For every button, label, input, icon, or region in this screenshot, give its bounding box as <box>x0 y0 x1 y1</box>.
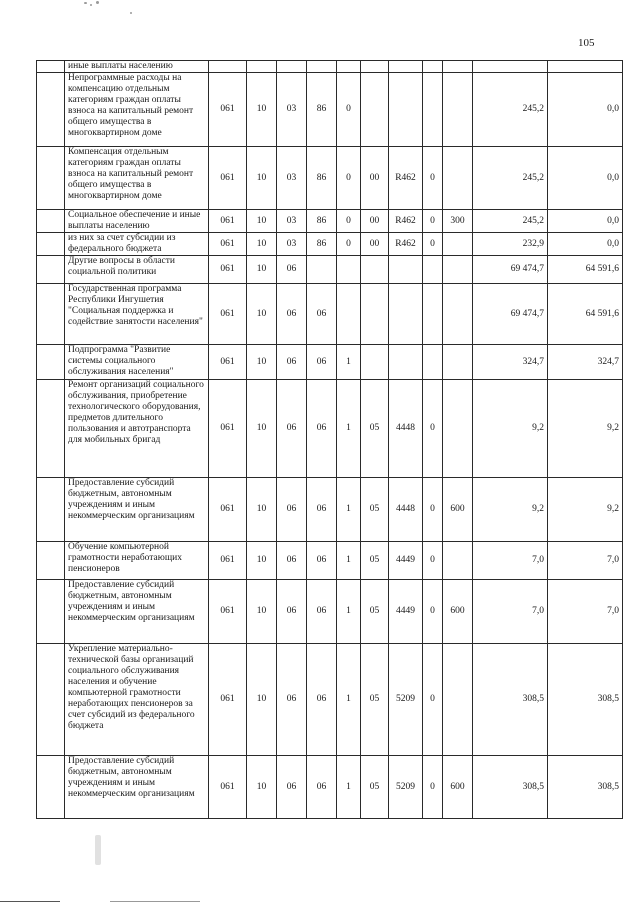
code-cell-c4: 06 <box>307 284 337 345</box>
code-cell-c9 <box>443 284 473 345</box>
amount-cell-v2: 324,7 <box>548 345 623 380</box>
code-cell-c2: 10 <box>247 233 277 256</box>
code-cell-c1: 061 <box>209 756 247 819</box>
code-cell-c1: 061 <box>209 233 247 256</box>
code-cell-c9: 600 <box>443 478 473 542</box>
code-cell-c3: 06 <box>277 756 307 819</box>
row-margin-cell <box>37 73 65 147</box>
code-cell-c2: 10 <box>247 756 277 819</box>
code-cell-c8: 0 <box>423 233 443 256</box>
row-margin-cell <box>37 380 65 478</box>
code-cell-c7 <box>389 284 423 345</box>
code-cell-c4 <box>307 256 337 284</box>
code-cell-c7: R462 <box>389 210 423 233</box>
amount-cell-v1: 7,0 <box>473 580 548 644</box>
row-name: Предоставление субсидий бюджетным, автономным учреждениям и иным некоммерческим организациям <box>65 756 209 819</box>
code-cell-c3: 06 <box>277 644 307 756</box>
code-cell-c3: 03 <box>277 210 307 233</box>
amount-cell-v2: 0,0 <box>548 147 623 210</box>
code-cell-c1: 061 <box>209 256 247 284</box>
table-row <box>37 756 623 819</box>
amount-cell-v2: 9,2 <box>548 478 623 542</box>
code-cell-c3: 06 <box>277 345 307 380</box>
code-cell-c2: 10 <box>247 644 277 756</box>
amount-cell-v1: 69 474,7 <box>473 256 548 284</box>
row-name: из них за счет субсидии из федерального бюджета <box>65 233 209 256</box>
row-margin-cell <box>37 147 65 210</box>
code-cell-c1 <box>209 61 247 73</box>
amount-cell-v2: 308,5 <box>548 644 623 756</box>
row-name: Компенсация отдельным категориям граждан оплаты взноса на капитальный ремонт общего имущества в многоквартирном доме <box>65 147 209 210</box>
code-cell-c8: 0 <box>423 756 443 819</box>
amount-cell-v1 <box>473 61 548 73</box>
table-row <box>37 210 623 233</box>
amount-cell-v2: 7,0 <box>548 542 623 580</box>
code-cell-c1: 061 <box>209 73 247 147</box>
row-margin-cell <box>37 644 65 756</box>
code-cell-c3: 03 <box>277 233 307 256</box>
table-row <box>37 284 623 345</box>
code-cell-c5: 1 <box>337 380 361 478</box>
table-row <box>37 233 623 256</box>
code-cell-c9 <box>443 233 473 256</box>
code-cell-c1: 061 <box>209 345 247 380</box>
page-edge-mark <box>110 901 200 902</box>
code-cell-c6: 00 <box>361 233 389 256</box>
row-name: Социальное обеспечение и иные выплаты населению <box>65 210 209 233</box>
code-cell-c1: 061 <box>209 580 247 644</box>
code-cell-c5 <box>337 284 361 345</box>
code-cell-c4: 06 <box>307 580 337 644</box>
amount-cell-v1: 324,7 <box>473 345 548 380</box>
code-cell-c3: 06 <box>277 284 307 345</box>
code-cell-c5: 1 <box>337 478 361 542</box>
row-margin-cell <box>37 756 65 819</box>
code-cell-c5: 1 <box>337 542 361 580</box>
code-cell-c6 <box>361 73 389 147</box>
code-cell-c4: 86 <box>307 147 337 210</box>
code-cell-c8 <box>423 256 443 284</box>
code-cell-c5: 1 <box>337 644 361 756</box>
code-cell-c5: 1 <box>337 756 361 819</box>
code-cell-c4: 06 <box>307 380 337 478</box>
code-cell-c4: 06 <box>307 478 337 542</box>
code-cell-c9: 300 <box>443 210 473 233</box>
code-cell-c7: 4449 <box>389 542 423 580</box>
code-cell-c5: 1 <box>337 580 361 644</box>
budget-table <box>36 60 623 819</box>
table-body <box>37 61 623 819</box>
amount-cell-v2: 0,0 <box>548 233 623 256</box>
code-cell-c9 <box>443 542 473 580</box>
code-cell-c9 <box>443 256 473 284</box>
amount-cell-v2: 64 591,6 <box>548 256 623 284</box>
amount-cell-v1: 9,2 <box>473 380 548 478</box>
row-margin-cell <box>37 580 65 644</box>
code-cell-c6: 05 <box>361 542 389 580</box>
code-cell-c2: 10 <box>247 256 277 284</box>
code-cell-c6 <box>361 256 389 284</box>
code-cell-c9 <box>443 644 473 756</box>
code-cell-c9 <box>443 61 473 73</box>
code-cell-c9: 600 <box>443 756 473 819</box>
code-cell-c4: 06 <box>307 345 337 380</box>
amount-cell-v1: 245,2 <box>473 147 548 210</box>
code-cell-c4: 06 <box>307 542 337 580</box>
amount-cell-v1: 308,5 <box>473 756 548 819</box>
code-cell-c7: R462 <box>389 233 423 256</box>
code-cell-c3: 03 <box>277 73 307 147</box>
row-name: Обучение компьютерной грамотности неработающих пенсионеров <box>65 542 209 580</box>
row-name: Непрограммные расходы на компенсацию отдельным категориям граждан оплаты взноса на капитальный ремонт общего имущества в многоквартирном доме <box>65 73 209 147</box>
code-cell-c6: 05 <box>361 478 389 542</box>
code-cell-c2: 10 <box>247 380 277 478</box>
code-cell-c7: 5209 <box>389 756 423 819</box>
code-cell-c8: 0 <box>423 542 443 580</box>
row-margin-cell <box>37 284 65 345</box>
code-cell-c4: 06 <box>307 644 337 756</box>
code-cell-c2: 10 <box>247 210 277 233</box>
code-cell-c6: 00 <box>361 210 389 233</box>
amount-cell-v1: 9,2 <box>473 478 548 542</box>
amount-cell-v2 <box>548 61 623 73</box>
row-name: Подпрограмма "Развитие системы социального обслуживания населения" <box>65 345 209 380</box>
code-cell-c7: 5209 <box>389 644 423 756</box>
code-cell-c2: 10 <box>247 73 277 147</box>
amount-cell-v1: 308,5 <box>473 644 548 756</box>
code-cell-c7: 4449 <box>389 580 423 644</box>
code-cell-c6 <box>361 284 389 345</box>
code-cell-c2: 10 <box>247 345 277 380</box>
code-cell-c1: 061 <box>209 284 247 345</box>
code-cell-c1: 061 <box>209 380 247 478</box>
row-name: Предоставление субсидий бюджетным, автономным учреждениям и иным некоммерческим организациям <box>65 478 209 542</box>
code-cell-c8: 0 <box>423 580 443 644</box>
code-cell-c3: 06 <box>277 580 307 644</box>
code-cell-c8 <box>423 73 443 147</box>
row-margin-cell <box>37 210 65 233</box>
code-cell-c3 <box>277 61 307 73</box>
code-cell-c6: 00 <box>361 147 389 210</box>
row-margin-cell <box>37 542 65 580</box>
amount-cell-v1: 232,9 <box>473 233 548 256</box>
code-cell-c9 <box>443 147 473 210</box>
table-row <box>37 380 623 478</box>
code-cell-c8 <box>423 284 443 345</box>
amount-cell-v2: 64 591,6 <box>548 284 623 345</box>
code-cell-c1: 061 <box>209 147 247 210</box>
page-edge-mark <box>0 901 60 902</box>
scan-specks <box>70 0 110 12</box>
code-cell-c1: 061 <box>209 210 247 233</box>
code-cell-c6: 05 <box>361 644 389 756</box>
code-cell-c2: 10 <box>247 147 277 210</box>
code-cell-c7: 4448 <box>389 478 423 542</box>
code-cell-c6 <box>361 345 389 380</box>
code-cell-c4: 86 <box>307 233 337 256</box>
code-cell-c7 <box>389 73 423 147</box>
code-cell-c5: 1 <box>337 345 361 380</box>
row-name: иные выплаты населению <box>65 61 209 73</box>
table-row <box>37 73 623 147</box>
code-cell-c9 <box>443 73 473 147</box>
table-row <box>37 61 623 73</box>
code-cell-c1: 061 <box>209 644 247 756</box>
code-cell-c5: 0 <box>337 233 361 256</box>
amount-cell-v2: 0,0 <box>548 210 623 233</box>
code-cell-c1: 061 <box>209 542 247 580</box>
table-row <box>37 542 623 580</box>
scan-mark <box>95 835 101 865</box>
code-cell-c5: 0 <box>337 73 361 147</box>
code-cell-c2: 10 <box>247 542 277 580</box>
code-cell-c3: 06 <box>277 478 307 542</box>
amount-cell-v2: 0,0 <box>548 73 623 147</box>
code-cell-c4 <box>307 61 337 73</box>
code-cell-c8: 0 <box>423 644 443 756</box>
code-cell-c9 <box>443 380 473 478</box>
code-cell-c8: 0 <box>423 380 443 478</box>
row-name: Ремонт организаций социального обслуживания, приобретение технологического оборудования, предметов длительного пользования и автотранспорта для мобильных бригад <box>65 380 209 478</box>
code-cell-c2: 10 <box>247 284 277 345</box>
code-cell-c5 <box>337 256 361 284</box>
page-number: 105 <box>578 37 595 49</box>
code-cell-c3: 06 <box>277 380 307 478</box>
code-cell-c3: 06 <box>277 542 307 580</box>
code-cell-c3: 03 <box>277 147 307 210</box>
code-cell-c9 <box>443 345 473 380</box>
row-margin-cell <box>37 478 65 542</box>
table-row <box>37 478 623 542</box>
code-cell-c4: 86 <box>307 73 337 147</box>
code-cell-c5 <box>337 61 361 73</box>
code-cell-c2 <box>247 61 277 73</box>
code-cell-c9: 600 <box>443 580 473 644</box>
table-row <box>37 345 623 380</box>
code-cell-c6: 05 <box>361 756 389 819</box>
code-cell-c3: 06 <box>277 256 307 284</box>
code-cell-c2: 10 <box>247 478 277 542</box>
table-row <box>37 580 623 644</box>
code-cell-c8 <box>423 61 443 73</box>
code-cell-c5: 0 <box>337 147 361 210</box>
amount-cell-v1: 7,0 <box>473 542 548 580</box>
code-cell-c5: 0 <box>337 210 361 233</box>
row-margin-cell <box>37 61 65 73</box>
code-cell-c8: 0 <box>423 147 443 210</box>
row-name: Государственная программа Республики Ингушетия "Социальная поддержка и содействие занятости населения" <box>65 284 209 345</box>
row-name: Предоставление субсидий бюджетным, автономным учреждениям и иным некоммерческим организациям <box>65 580 209 644</box>
code-cell-c7: 4448 <box>389 380 423 478</box>
code-cell-c8: 0 <box>423 210 443 233</box>
row-margin-cell <box>37 345 65 380</box>
code-cell-c8: 0 <box>423 478 443 542</box>
row-margin-cell <box>37 256 65 284</box>
code-cell-c7 <box>389 256 423 284</box>
code-cell-c6: 05 <box>361 580 389 644</box>
amount-cell-v1: 69 474,7 <box>473 284 548 345</box>
code-cell-c4: 86 <box>307 210 337 233</box>
code-cell-c6 <box>361 61 389 73</box>
amount-cell-v2: 9,2 <box>548 380 623 478</box>
code-cell-c7 <box>389 61 423 73</box>
amount-cell-v2: 308,5 <box>548 756 623 819</box>
code-cell-c7 <box>389 345 423 380</box>
code-cell-c4: 06 <box>307 756 337 819</box>
table-row <box>37 256 623 284</box>
code-cell-c8 <box>423 345 443 380</box>
code-cell-c2: 10 <box>247 580 277 644</box>
amount-cell-v1: 245,2 <box>473 210 548 233</box>
amount-cell-v1: 245,2 <box>473 73 548 147</box>
table-row <box>37 147 623 210</box>
code-cell-c1: 061 <box>209 478 247 542</box>
row-name: Укрепление материально-технической базы организаций социального обслуживания населения и обучение компьютерной грамотности неработающих пенсионеров за счет субсидий из федерального бюджета <box>65 644 209 756</box>
code-cell-c7: R462 <box>389 147 423 210</box>
amount-cell-v2: 7,0 <box>548 580 623 644</box>
row-name: Другие вопросы в области социальной политики <box>65 256 209 284</box>
table-row <box>37 644 623 756</box>
row-margin-cell <box>37 233 65 256</box>
code-cell-c6: 05 <box>361 380 389 478</box>
